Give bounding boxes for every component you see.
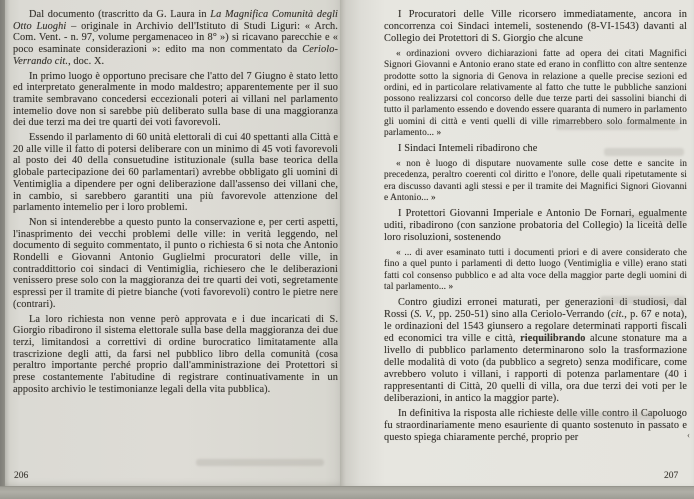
text-run: S. V. [414, 309, 433, 320]
text-run: Essendo il parlamento di 60 unità elettorali di cui 40 spettanti alla Città e 20 alle ville il fatto di potersi deliberare con un minimo di 45 voti favorevoli al posto dei 40 della consuetudine istituzionale (sulla base teorica della globale partecipazione dei 60 parlamentari) avrebbe obbligato gli uomini di Ventimiglia a dipendere per ogni deliberazione dall'assenso dei villani che, in cambio, si sarebbero garantiti una più favorevole attenzione del parlamento intemelio per i loro problemi. [13, 132, 338, 214]
text-run: Dal documento (trascritto da G. Laura in [29, 9, 211, 20]
paragraph [384, 9, 687, 45]
text-run: « ... di aver esaminato tutti i documenti priori e di avere considerato che fino a quel punto i parlamenti di detto luogo (Ventimiglia e ville) erano stati fatti col consenso pubblico e ad alta voce della maggior parte degli uomini di tal parlamento... » [384, 248, 687, 292]
text-run: In definitiva la risposta alle richieste delle ville contro il Capoluogo fu straordinariamente meno esauriente di quanto sostenuto in passato e questo spiega chiaramente perché, proprio per [384, 408, 687, 443]
text-run: – originale in Archivio dell'Istituto di Studi Liguri: « Arch. Com. Vent. - n. 97, volume pergamenaceo in 8° ») si ricavano parecchie e « poco esaminate considerazioni »: edito ma non commentato da [13, 20, 338, 56]
text-run: « non è luogo di disputare nuovamente sulle cose dette e sancite in precedenza, peraltro coerenti col diritto e l'onore, delle quali ripetutamente si era discusso davanti agli stessi e per il tramite dei Magnifici Signori Giovanni e Antonio... » [384, 159, 687, 203]
scan-smudge [556, 122, 680, 130]
text-run: I Procuratori delle Ville ricorsero immediatamente, ancora in concorrenza coi Sindaci intemeli, sostenendo (8-VI-1543) davanti al Collegio dei Protettori di S. Giorgio che alcune [384, 9, 687, 44]
text-run: I Protettori Giovanni Imperiale e Antonio De Fornari, egualmente uditi, ribadirono (con sanzione probatoria del Collegio) la liceità delle loro risoluzioni, sostenendo [384, 208, 687, 243]
scan-smudge [600, 296, 686, 304]
page-number-left: 206 [14, 471, 29, 481]
text-run: alcune stonature ma a livello di pubblico parlamento determinarono solo la trasformazione delle modalità di voto (da pubblico a segreto) senza modificare, come avrebbero voluto i villani, i rapporti di potenza parlamentare (40 i rappresentanti di Città, 20 quelli di villa, ora due terzi dei voti per le deliberazioni, in antico la maggior parte). [384, 333, 687, 404]
text-run: cit. [611, 309, 625, 320]
left-page-text [13, 9, 338, 396]
scan-smudge [560, 412, 656, 420]
paragraph [13, 217, 338, 311]
text-run: Ceriolo-Verrando cit. [13, 44, 338, 67]
text-run: La Magnifica Comunità degli Otto Luoghi [13, 9, 338, 32]
block-quote [384, 159, 687, 204]
paragraph [13, 132, 338, 214]
scan-smudge [604, 148, 684, 156]
text-run: Contro giudizi erronei maturati, per generazioni di studiosi, dal Rossi ( [384, 297, 687, 320]
paragraph [13, 314, 338, 396]
right-page-text [384, 9, 687, 444]
text-run: La loro richiesta non venne però approvata e i due incaricati di S. Giorgio ribadirono il sistema elettorale sulla base della maggioranza dei due terzi, limitandosi a correttivi di ordine burocratico limitatamente alla trascrizione degli atti, da farsi nel pubblico libro della comunità (cosa peraltro importante perché proprio dall'amministrazione dei Protettori si prese costantemente l'abitudine di registrare continuativamente in un apposito archivio le testimonianze legali della vita pubblica). [13, 313, 338, 395]
text-run: In primo luogo è opportuno precisare che l'atto del 7 Giugno è stato letto ed interpretato generalmente in modo maldestro; apparentemente per il suo tramite sembravano concedersi eccezionali poteri ai villani nel parlamento intemelio dove non si sarebbe più deliberato sulla base di una maggioranza dei due terzi ma dei tre quarti dei voti favorevoli. [13, 70, 338, 129]
page-number-right: 207 [664, 471, 679, 481]
paragraph [13, 9, 338, 68]
text-run: , doc. X. [68, 55, 105, 67]
text-run: « ordinazioni ovvero dichiarazioni fatte ad opera dei citati Magnifici Signori Giovanni e Antonio erano state ed erano in conflitto con altre sentenze prodotte sotto la signoria di Genova in relazione a quelle precise sezioni ed ordini, ed in particolare relativamente al fatto che tutte le pubbliche sanzioni possono realizzarsi col concorso delle due terze parti dei sassolini bianchi di tutto il parlamento essendo e dovendo essere quaranta di numero in parlamento gli uomini di città e venti quelli di ville rimarrebbero solo formalmente in parlamento... » [384, 49, 687, 138]
paragraph [384, 297, 687, 405]
margin-mark: ‹ [687, 430, 690, 440]
text-run: I Sindaci Intemeli ribadirono che [398, 143, 538, 154]
block-quote [384, 248, 687, 293]
scan-smudge [196, 459, 324, 466]
text-run: riequilibrando [520, 333, 586, 344]
scan-smudge [628, 214, 686, 222]
text-run: , p. 67 e nota), le ordinazioni del 1543 giunsero a regolare determinati rapporti fiscali ed economici tra ville e città, [384, 309, 687, 344]
paragraph [13, 71, 338, 130]
text-run: , pp. 250-51) sino alla Ceriolo-Verrando ( [432, 309, 611, 320]
scanner-bed-edge [0, 486, 694, 499]
text-run: Non si intenderebbe a questo punto la conservazione e, per certi aspetti, l'inasprimento dei vecchi problemi delle ville: in verità leggendo, nel documento di seguito commentato, il punto o richiesta 6 si nota che Antonio Rondelli e Giovanni Antonio Guglielmi procuratori delle ville, in contraddittorio coi sindaci di Ventimiglia, richiesero che le deliberazioni venissero prese solo con la maggioranza dei tre quarti dei voti, segretamente espressi per il tramite di pietre bianche (voti favorevoli) contro le pietre nere (contrari). [13, 216, 338, 310]
